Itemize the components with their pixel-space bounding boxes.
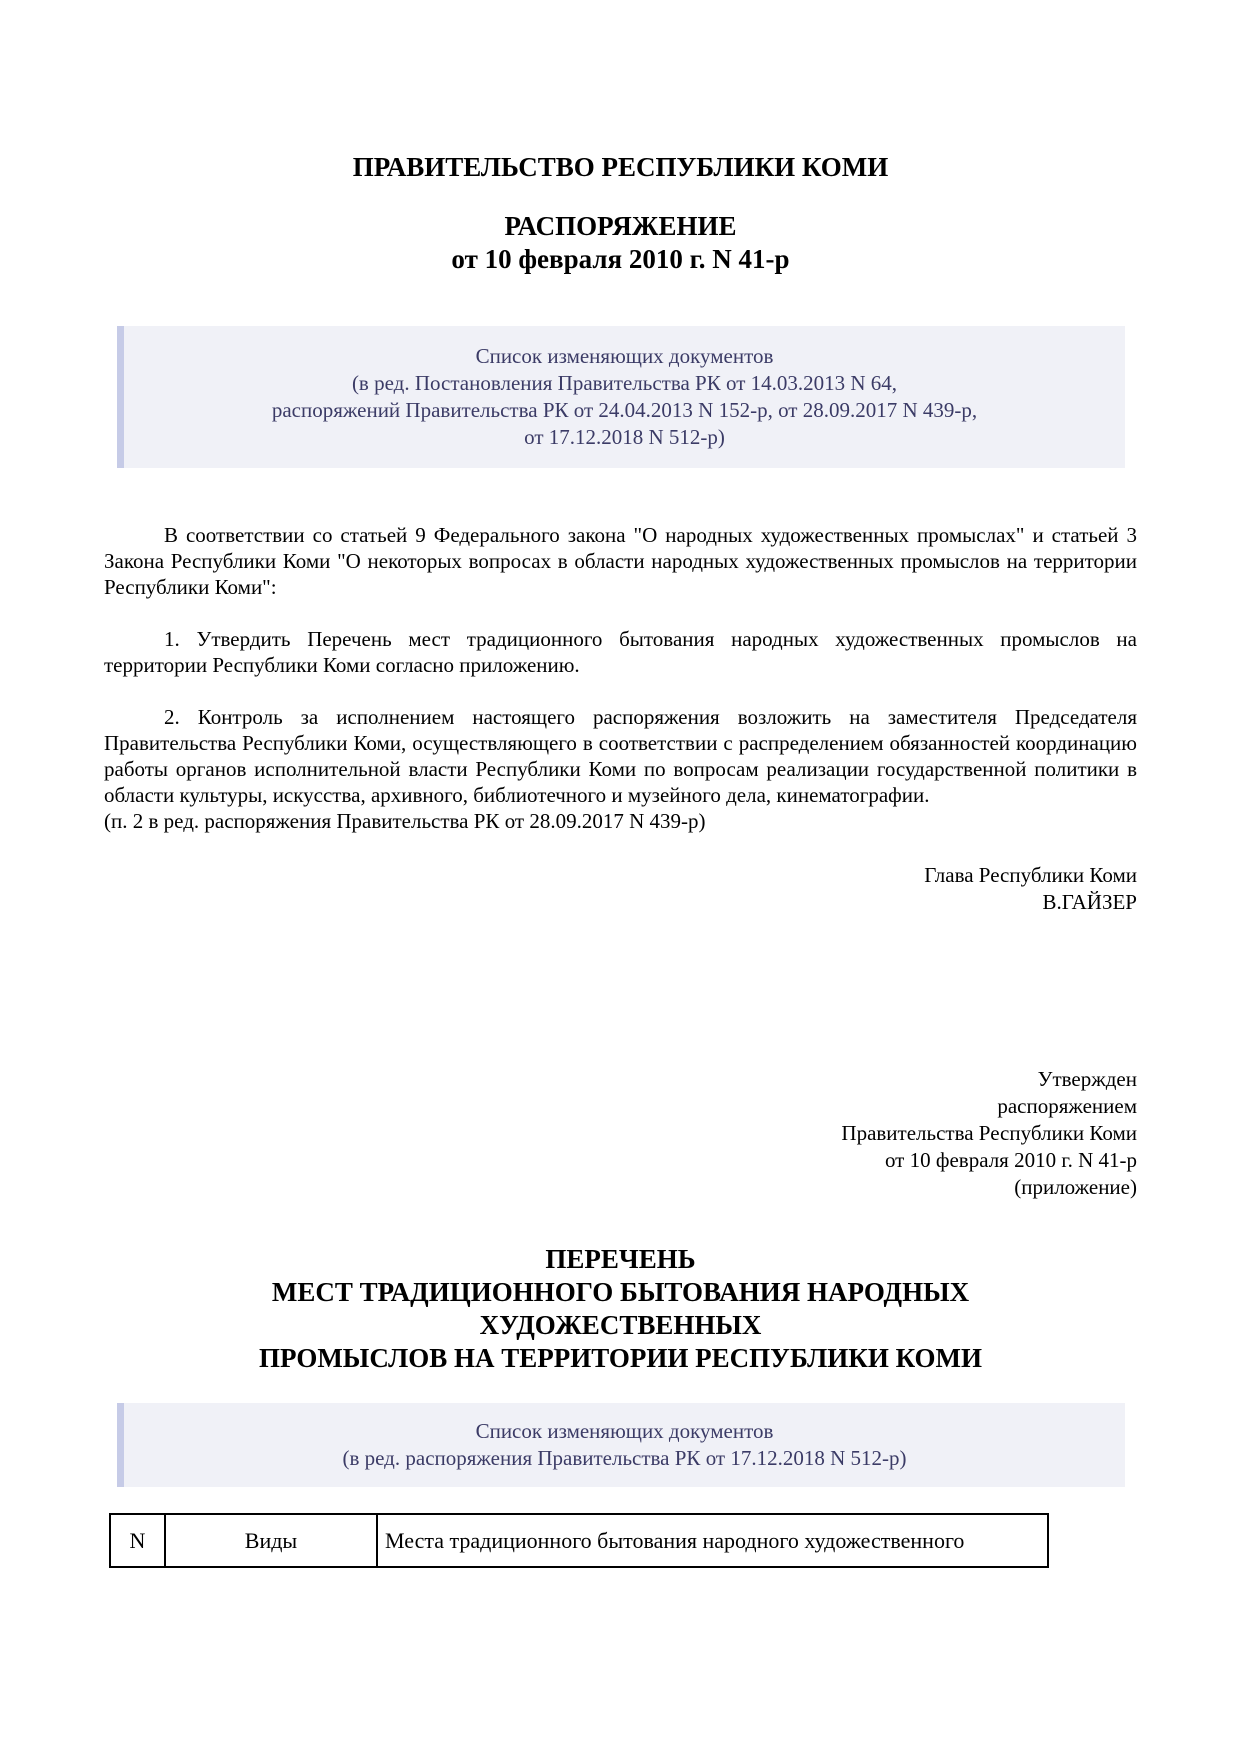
annex-title-line: ПЕРЕЧЕНЬ xyxy=(545,1244,696,1274)
table-header-n: N xyxy=(110,1514,165,1567)
amendments-box-1-title: Список изменяющих документов xyxy=(475,344,774,368)
amendment-line: распоряжений Правительства РК от 24.04.2013 N 152-р, от 28.09.2017 N 439-р, xyxy=(271,398,978,422)
approval-block xyxy=(104,1066,1137,1201)
table-header-row xyxy=(110,1514,1048,1567)
annex-table xyxy=(109,1513,1049,1568)
amendments-box-2 xyxy=(117,1403,1125,1487)
signature-block xyxy=(104,862,1137,916)
table-header-places: Места традиционного бытования народного художественного xyxy=(377,1514,1048,1567)
document-title: ПРАВИТЕЛЬСТВО РЕСПУБЛИКИ КОМИ xyxy=(352,152,889,182)
order-heading-block xyxy=(104,210,1137,276)
annex-title xyxy=(104,1243,1137,1375)
intro-paragraph: В соответствии со статьей 9 Федерального закона "О народных художественных промыслах" и статьей 3 Закона Республики Коми "О некоторых вопросах в области народных художественных промыслов на территории Республики Коми": xyxy=(104,523,1137,599)
amendment-line: (в ред. распоряжения Правительства РК от 17.12.2018 N 512-р) xyxy=(342,1446,907,1470)
amendment-line: от 17.12.2018 N 512-р) xyxy=(524,425,725,449)
approval-line: Правительства Республики Коми xyxy=(841,1121,1137,1145)
annex-title-line: ХУДОЖЕСТВЕННЫХ xyxy=(479,1310,762,1340)
order-type-heading: РАСПОРЯЖЕНИЕ xyxy=(504,211,737,241)
item-1-paragraph: 1. Утвердить Перечень мест традиционного бытования народных художественных промыслов на территории Республики Коми согласно приложению. xyxy=(104,627,1137,677)
order-date-heading: от 10 февраля 2010 г. N 41-р xyxy=(451,244,790,274)
item-2-paragraph: 2. Контроль за исполнением настоящего распоряжения возложить на заместителя Председателя Правительства Республики Коми, осуществляющего в соответствии с распределением обязанностей координацию работы органов исполнительной власти Республики Коми по вопросам реализации государственной политики в области культуры, искусства, архивного, библиотечного и музейного дела, кинематографии. xyxy=(104,705,1137,807)
approval-line: (приложение) xyxy=(1014,1175,1137,1199)
signatory-name: В.ГАЙЗЕР xyxy=(1042,890,1137,914)
table-header-types: Виды xyxy=(165,1514,377,1567)
annex-title-line: МЕСТ ТРАДИЦИОННОГО БЫТОВАНИЯ НАРОДНЫХ xyxy=(271,1277,970,1307)
signatory-position: Глава Республики Коми xyxy=(924,863,1137,887)
amendments-box-1 xyxy=(117,326,1125,468)
amendment-line: (в ред. Постановления Правительства РК от 14.03.2013 N 64, xyxy=(351,371,898,395)
item-2-amendment-note: (п. 2 в ред. распоряжения Правительства РК от 28.09.2017 N 439-р) xyxy=(104,809,706,833)
approval-line: Утвержден xyxy=(1037,1067,1137,1091)
approval-line: распоряжением xyxy=(997,1094,1137,1118)
annex-title-line: ПРОМЫСЛОВ НА ТЕРРИТОРИИ РЕСПУБЛИКИ КОМИ xyxy=(258,1343,983,1373)
approval-line: от 10 февраля 2010 г. N 41-р xyxy=(884,1148,1137,1172)
amendments-box-2-title: Список изменяющих документов xyxy=(475,1419,774,1443)
